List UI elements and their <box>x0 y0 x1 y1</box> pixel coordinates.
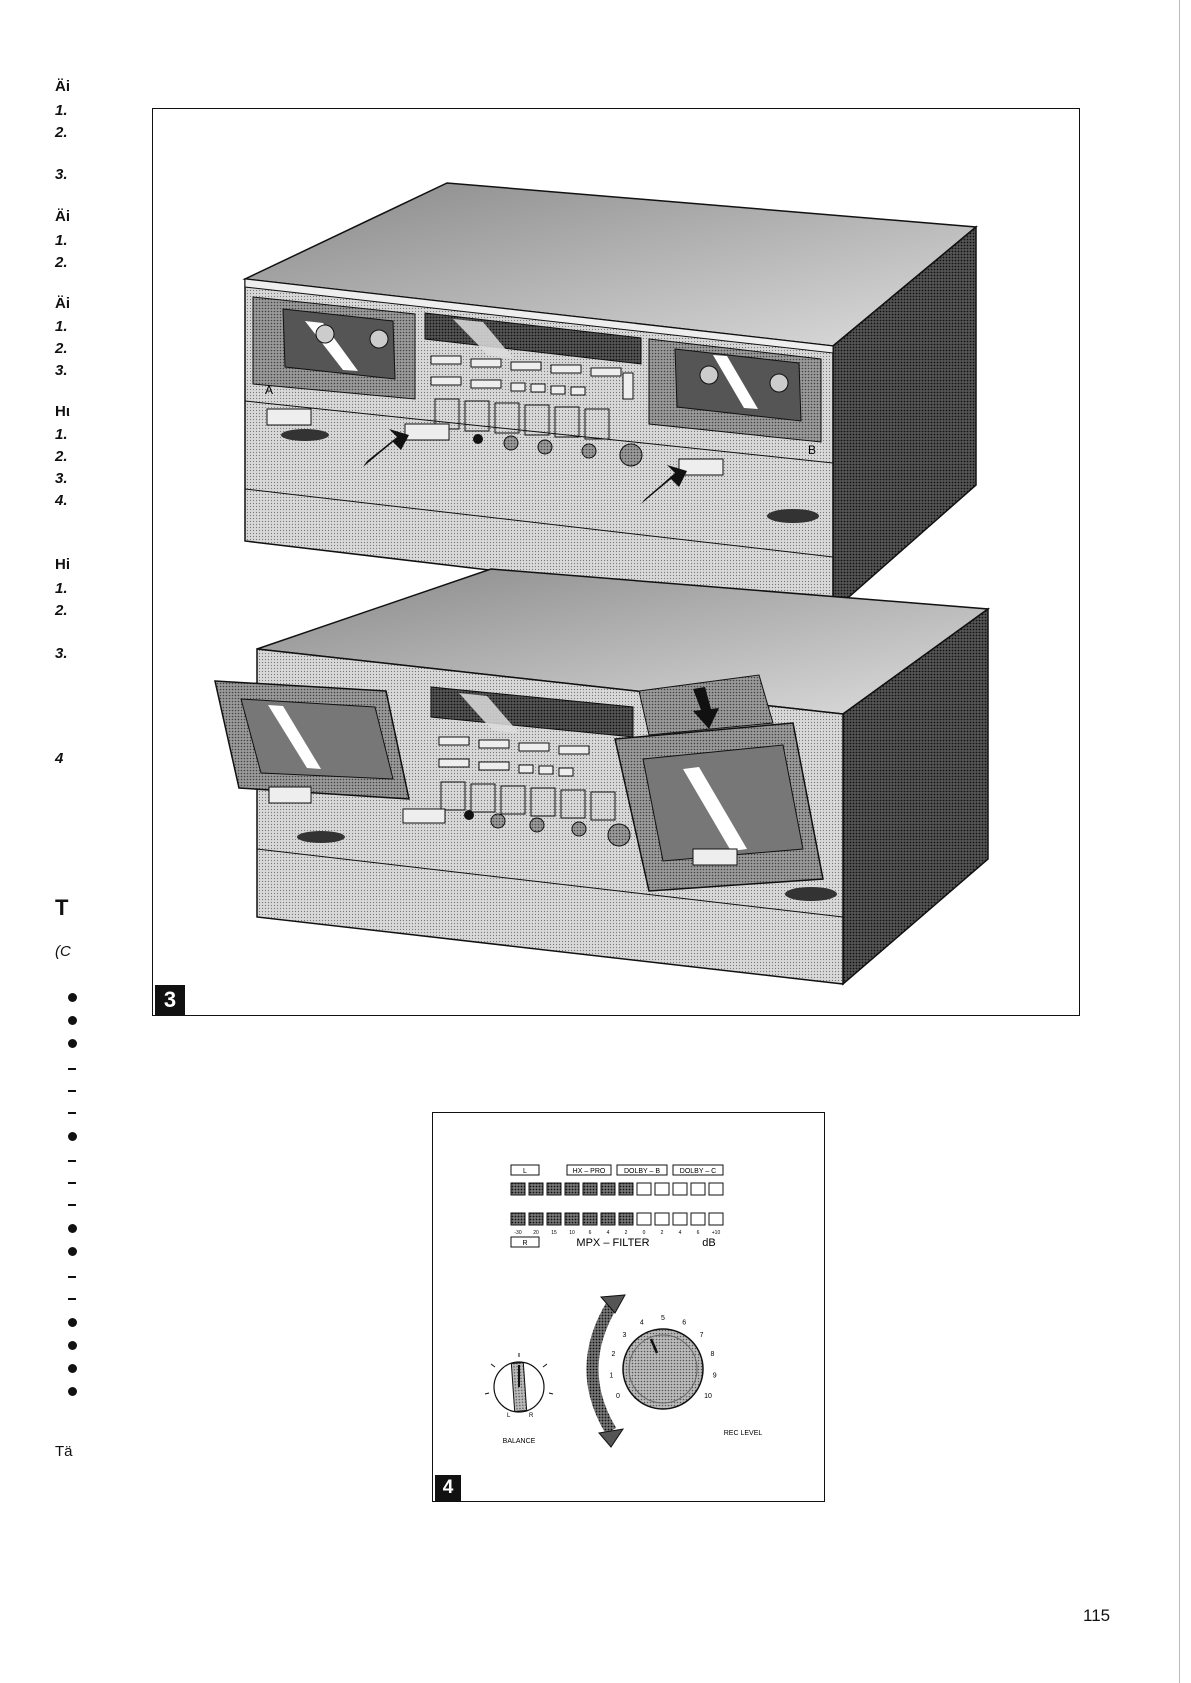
dolby-c-indicator: DOLBY – C <box>679 1168 717 1175</box>
dash-mark <box>68 1182 76 1184</box>
meter-scale-label: 4 <box>606 1230 610 1236</box>
margin-fragment: 1. <box>55 426 68 443</box>
meter-row-left <box>511 1183 723 1195</box>
hx-pro-indicator: HX – PRO <box>572 1168 606 1175</box>
margin-fragment: 1. <box>55 580 68 597</box>
meter-scale-label: +10 <box>711 1230 721 1236</box>
bullet-mark <box>68 1224 77 1233</box>
meter-segment <box>583 1213 597 1225</box>
meter-segment <box>601 1213 615 1225</box>
bullet-mark <box>68 1039 77 1048</box>
dash-mark <box>68 1298 76 1300</box>
bullet-mark <box>68 993 77 1002</box>
rec-level-tick-label: 10 <box>704 1393 712 1400</box>
balance-knob-icon <box>485 1353 553 1412</box>
rec-level-tick-label: 7 <box>699 1332 704 1340</box>
margin-fragment: 3. <box>55 362 68 379</box>
left-margin-text <box>0 0 110 1683</box>
meter-segment <box>547 1183 561 1195</box>
dolby-b-indicator: DOLBY – B <box>623 1168 661 1175</box>
bullet-mark <box>68 1364 77 1373</box>
meter-segment <box>691 1213 705 1225</box>
margin-fragment: Äi <box>55 78 70 95</box>
meter-segment <box>709 1183 723 1195</box>
rec-level-tick-label: 3 <box>622 1332 627 1340</box>
meter-segment <box>565 1183 579 1195</box>
bullet-mark <box>68 1016 77 1025</box>
channel-l-tag: L <box>523 1168 527 1175</box>
bullet-mark <box>68 1387 77 1396</box>
deck-open <box>215 569 988 984</box>
margin-fragment: 1. <box>55 102 68 119</box>
margin-fragment: 1. <box>55 232 68 249</box>
meter-scale-label: 6 <box>588 1230 592 1236</box>
meter-row-right <box>511 1213 723 1225</box>
meter-segment <box>655 1213 669 1225</box>
bullet-mark <box>68 1318 77 1327</box>
deck-closed <box>245 183 976 611</box>
meter-scale-label: 10 <box>569 1230 575 1236</box>
bullet-mark <box>68 1132 77 1141</box>
meter-segment <box>709 1213 723 1225</box>
margin-fragment: 2. <box>55 602 68 619</box>
meter-segment <box>691 1183 705 1195</box>
meter-segment <box>619 1213 633 1225</box>
rec-level-tick-label: 0 <box>616 1393 620 1400</box>
rec-level-tick-label: 9 <box>712 1372 717 1380</box>
meter-scale-label: 20 <box>533 1230 539 1236</box>
margin-fragment: Äi <box>55 295 70 312</box>
dash-mark <box>68 1068 76 1070</box>
rec-level-knob-icon <box>592 1295 703 1447</box>
meter-segment <box>511 1183 525 1195</box>
margin-fragment: Äi <box>55 208 70 225</box>
meter-scale-label: -30 <box>514 1230 522 1236</box>
balance-l-label: L <box>507 1413 511 1419</box>
margin-fragment: Hi <box>55 556 70 573</box>
mpx-filter-label: MPX – FILTER <box>576 1237 650 1249</box>
meter-segment <box>583 1183 597 1195</box>
dash-mark <box>68 1160 76 1162</box>
meter-segment <box>511 1213 525 1225</box>
margin-fragment: Tä <box>55 1443 73 1460</box>
meter-segment <box>673 1213 687 1225</box>
balance-label: BALANCE <box>502 1438 536 1445</box>
meter-scale-label: 0 <box>642 1230 646 1236</box>
figure-3-label: 3 <box>155 985 185 1015</box>
meter-scale-label: 15 <box>551 1230 557 1236</box>
channel-r-tag: R <box>522 1240 528 1247</box>
margin-fragment: 4. <box>55 492 68 509</box>
level-meter-and-knobs <box>433 1113 823 1500</box>
figure-4-frame <box>432 1112 825 1502</box>
margin-fragment: 2. <box>55 448 68 465</box>
meter-segment <box>655 1183 669 1195</box>
rec-level-tick-label: 6 <box>682 1319 687 1327</box>
meter-scale-label: 2 <box>624 1230 628 1236</box>
meter-segment <box>619 1183 633 1195</box>
dash-mark <box>68 1112 76 1114</box>
meter-scale-label: 4 <box>678 1230 682 1236</box>
margin-fragment: (C <box>55 943 71 960</box>
margin-fragment: Hι <box>55 403 70 420</box>
margin-fragment: 4 <box>55 750 64 767</box>
dash-mark <box>68 1090 76 1092</box>
margin-fragment: 2. <box>55 124 68 141</box>
meter-segment <box>547 1213 561 1225</box>
figure-3-frame <box>152 108 1080 1016</box>
meter-segment <box>673 1183 687 1195</box>
bullet-mark <box>68 1247 77 1256</box>
rec-level-tick-label: 2 <box>611 1350 616 1358</box>
rec-level-tick-label: 1 <box>609 1372 614 1380</box>
meter-segment <box>637 1213 651 1225</box>
meter-segment <box>637 1183 651 1195</box>
margin-fragment: 1. <box>55 318 68 335</box>
meter-scale-label: 2 <box>660 1230 664 1236</box>
dash-mark <box>68 1276 76 1278</box>
margin-fragment: 2. <box>55 254 68 271</box>
margin-fragment: 3. <box>55 470 68 487</box>
page-number: 115 <box>1083 1606 1111 1625</box>
rec-level-tick-label: 8 <box>710 1350 715 1358</box>
deck-a-label: A <box>265 383 274 397</box>
deck-b-label: B <box>808 443 817 457</box>
rec-level-tick-label: 5 <box>661 1315 665 1322</box>
meter-segment <box>529 1213 543 1225</box>
meter-scale-label: 6 <box>696 1230 700 1236</box>
margin-fragment: 3. <box>55 645 68 662</box>
rec-level-label: REC LEVEL <box>723 1430 763 1437</box>
margin-fragment: 2. <box>55 340 68 357</box>
balance-r-label: R <box>529 1413 534 1419</box>
meter-segment <box>565 1213 579 1225</box>
meter-segment <box>529 1183 543 1195</box>
rec-level-tick-label: 4 <box>639 1319 644 1327</box>
margin-fragment: T <box>55 895 69 920</box>
margin-fragment: 3. <box>55 166 68 183</box>
dash-mark <box>68 1204 76 1206</box>
bullet-mark <box>68 1341 77 1350</box>
page-edge-rule <box>1179 0 1180 1683</box>
figure-4-label: 4 <box>435 1475 461 1501</box>
meter-segment <box>601 1183 615 1195</box>
cassette-deck-illustrations <box>153 109 1078 1014</box>
meter-scale <box>514 1230 720 1236</box>
db-label: dB <box>702 1237 716 1249</box>
